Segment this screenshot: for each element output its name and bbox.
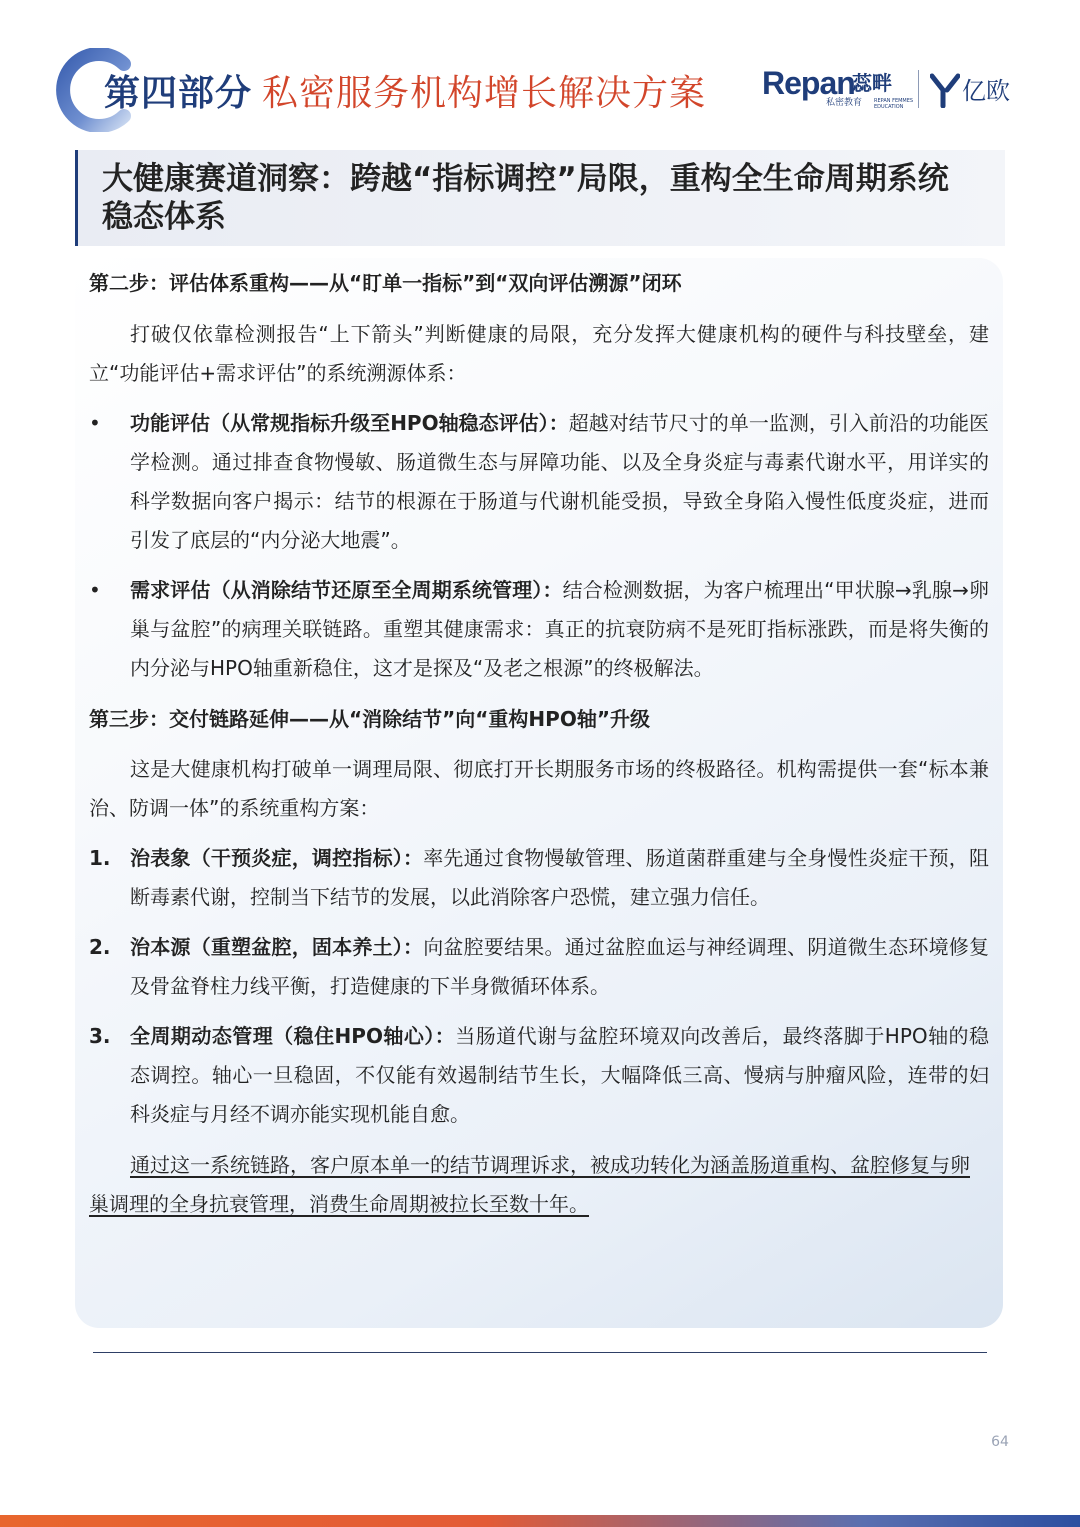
bullet-body	[130, 571, 989, 688]
step2-title: 第二步：评估体系重构——从“盯单一指标”到“双向评估溯源”闭环	[89, 271, 682, 295]
bullet-lead: 功能评估（从常规指标升级至HPO轴稳态评估）：	[130, 411, 569, 435]
bottom-color-bar	[0, 1515, 1080, 1527]
repan-logo-sub-en: REPAN FEMMES EDUCATION	[874, 98, 914, 110]
conclusion-paragraph	[89, 1146, 989, 1224]
item-text: 向盆腔要结果。通过盆腔血运与神经调理、阴道微生态环境修复及骨盆脊柱力线平衡，打造健康的下半身微循环体系。	[130, 935, 990, 998]
item-lead: 治本源（重塑盆腔，固本养土）：	[130, 935, 424, 959]
item-lead: 全周期动态管理（稳住HPO轴心）：	[130, 1024, 456, 1048]
footer-divider	[93, 1352, 987, 1353]
bullet-body	[130, 404, 989, 560]
chapter-title: 私密服务机构增长解决方案	[262, 73, 707, 114]
bullet-text: 超越对结节尺寸的单一监测，引入前沿的功能医学检测。通过排查食物慢敏、肠道微生态与屏障功能、以及全身炎症与毒素代谢水平，用详实的科学数据向客户揭示：结节的根源在于肠道与代谢机能受损，导致全身陷入慢性低度炎症，进而引发了底层的“内分泌大地震”。	[130, 411, 989, 552]
page-number: 64	[991, 1434, 1009, 1450]
section-title: 大健康赛道洞察：跨越“指标调控”局限，重构全生命周期系统稳态体系	[102, 161, 949, 235]
bullet-text: 结合检测数据，为客户梳理出“甲状腺→乳腺→卵巢与盆腔”的病理关联链路。重塑其健康需求：真正的抗衰防病不是死盯指标涨跌，而是将失衡的内分泌与HPO轴重新稳住，这才是探及“及老之根源”的终极解法。	[130, 578, 989, 680]
step3-intro: 这是大健康机构打破单一调理局限、彻底打开长期服务市场的终极路径。机构需提供一套“标本兼治、防调一体”的系统重构方案：	[89, 757, 989, 820]
conclusion-text: 通过这一系统链路，客户原本单一的结节调理诉求，被成功转化为涵盖肠道重构、盆腔修复与卵巢调理的全身抗衰管理，消费生命周期被拉长至数十年。	[89, 1153, 970, 1216]
part-label: 第四部分	[104, 73, 253, 114]
page-header	[0, 0, 1080, 140]
item-number: 2.	[89, 935, 111, 959]
repan-logo-sub: 私密教育	[826, 98, 863, 108]
logo-divider	[918, 70, 919, 108]
item-text: 当肠道代谢与盆腔环境双向改善后，最终落脚于HPO轴的稳态调控。轴心一旦稳固，不仅能有效遏制结节生长，大幅降低三高、慢病与肿瘤风险，连带的妇科炎症与月经不调亦能实现机能自愈。	[130, 1024, 989, 1126]
yiou-logo: 亿欧	[962, 77, 1010, 105]
section-title-box	[75, 150, 1005, 246]
repan-logo-cn: 蕊畔	[852, 71, 892, 95]
step3-title: 第三步：交付链路延伸——从“消除结节”向“重构HPO轴”升级	[89, 707, 650, 731]
repan-logo: Repan	[762, 65, 855, 101]
item-body	[130, 928, 989, 1006]
bullet-icon: •	[89, 578, 101, 602]
item-number: 1.	[89, 846, 111, 870]
yiou-mark-icon	[930, 72, 960, 108]
item-body	[130, 1017, 989, 1134]
item-body	[130, 839, 989, 917]
step2-intro: 打破仅依靠检测报告“上下箭头”判断健康的局限，充分发挥大健康机构的硬件与科技壁垒，建立“功能评估+需求评估”的系统溯源体系：	[89, 322, 989, 385]
item-text: 率先通过食物慢敏管理、肠道菌群重建与全身慢性炎症干预，阻断毒素代谢，控制当下结节的发展，以此消除客户恐慌，建立强力信任。	[130, 846, 990, 909]
item-number: 3.	[89, 1024, 111, 1048]
item-lead: 治表象（干预炎症，调控指标）：	[130, 846, 424, 870]
bullet-icon: •	[89, 411, 101, 435]
page-header-title	[104, 64, 706, 124]
bullet-lead: 需求评估（从消除结节还原至全周期系统管理）：	[130, 578, 563, 602]
partner-logos	[762, 66, 1022, 114]
